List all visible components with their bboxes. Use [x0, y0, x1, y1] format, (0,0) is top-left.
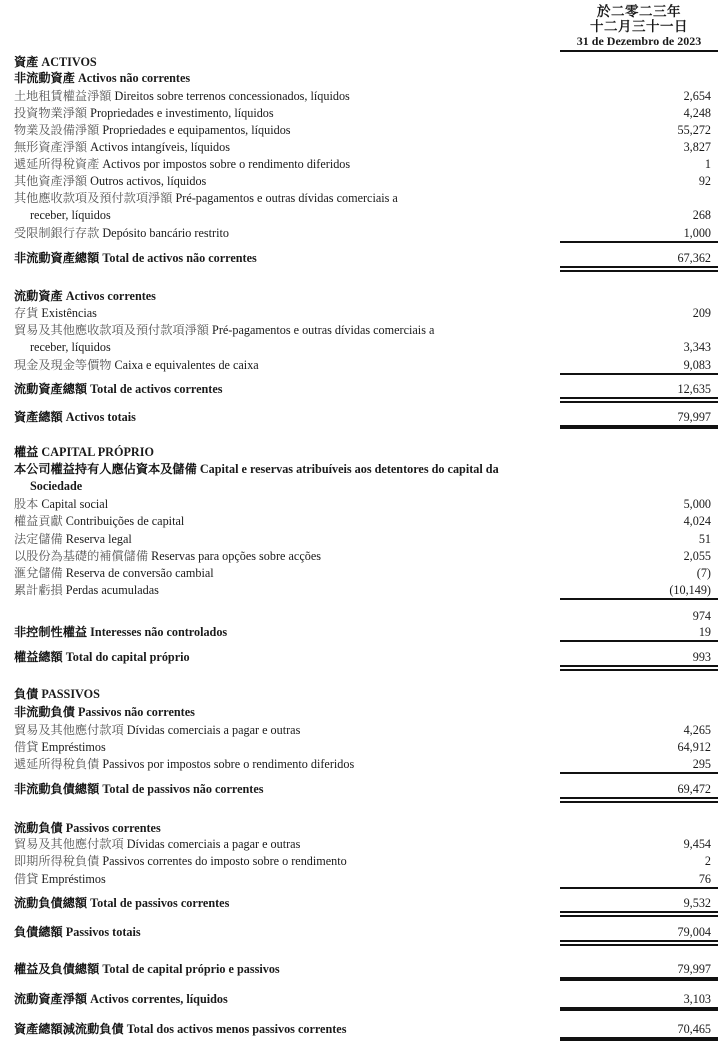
- row-label: [14, 305, 97, 322]
- label-pt: Total de passivos correntes: [90, 896, 230, 910]
- row-label: [14, 548, 321, 565]
- label-zh: 物業及設備淨額: [14, 123, 100, 137]
- row-label: [14, 190, 398, 207]
- line-item-row: [14, 225, 718, 242]
- label-pt: Total de activos correntes: [90, 382, 223, 396]
- row-label: [14, 836, 300, 853]
- row-label: [14, 122, 291, 139]
- label-zh: 股本: [14, 497, 39, 511]
- row-label: [14, 173, 206, 190]
- label-zh: 貿易及其他應收款項及預付款項淨額: [14, 323, 209, 337]
- line-item-row: [14, 305, 718, 322]
- row-label: [14, 225, 229, 242]
- single-underline: [560, 373, 718, 375]
- row-value: 974: [692, 609, 711, 623]
- row-value: 19: [698, 625, 711, 639]
- line-item-row: [14, 722, 718, 739]
- label-pt: Dívidas comerciais a pagar e outras: [126, 837, 301, 851]
- label-pt: Activos correntes: [65, 289, 156, 303]
- label-pt: Outros activos, líquidos: [90, 174, 207, 188]
- row-label: [14, 649, 190, 666]
- period-zh-line2: 十二月三十一日: [590, 19, 688, 34]
- label-pt: Capital social: [41, 497, 109, 511]
- row-label: [14, 961, 280, 978]
- label-pt: Total de capital próprio e passivos: [102, 962, 280, 976]
- label-zh: 權益總額: [14, 650, 63, 664]
- section-row: [14, 444, 718, 461]
- label-zh: 受限制銀行存款: [14, 226, 100, 240]
- row-label: [14, 156, 350, 173]
- section-row: [14, 478, 718, 495]
- label-zh: 其他資產淨額: [14, 174, 88, 188]
- line-item-row: [14, 513, 718, 530]
- row-label: [14, 871, 106, 888]
- label-zh: 投資物業淨額: [14, 106, 88, 120]
- label-zh: 以股份為基礎的補償儲備: [14, 549, 149, 563]
- row-value: 2: [704, 854, 711, 868]
- row-label: [14, 54, 97, 71]
- row-value: 79,997: [677, 410, 711, 424]
- row-label: [14, 381, 223, 398]
- row-label: [14, 531, 132, 548]
- row-label: [14, 322, 434, 339]
- label-zh: 非流動負債總額: [14, 782, 100, 796]
- line-item-row: [14, 173, 718, 190]
- line-item-row: [14, 156, 718, 173]
- section-row: [14, 895, 718, 912]
- section-row: [14, 409, 718, 426]
- row-value: 4,248: [683, 106, 711, 120]
- row-value: 3,343: [683, 340, 711, 354]
- row-label: [14, 88, 350, 105]
- section-row: [14, 624, 718, 641]
- line-item-row: [14, 322, 718, 339]
- single-underline: [560, 772, 718, 774]
- label-zh: 流動資產總額: [14, 382, 88, 396]
- label-zh: 法定儲備: [14, 532, 63, 546]
- row-value: 209: [692, 306, 711, 320]
- double-underline: [560, 797, 718, 803]
- row-value: 79,004: [677, 925, 711, 939]
- thick-underline: [560, 977, 718, 981]
- label-zh: 其他應收款項及預付款項淨額: [14, 191, 173, 205]
- label-pt: Activos não correntes: [77, 71, 191, 85]
- label-pt: receber, líquidos: [30, 208, 111, 222]
- label-pt: Activos intangíveis, líquidos: [90, 140, 230, 154]
- label-pt: Activos correntes, líquidos: [90, 992, 228, 1006]
- label-zh: 流動負債: [14, 821, 63, 835]
- label-zh: 貿易及其他應付款項: [14, 723, 124, 737]
- label-pt: Perdas acumuladas: [65, 583, 159, 597]
- row-label: [14, 513, 184, 530]
- label-zh: 負債: [14, 687, 39, 701]
- label-pt: Existências: [41, 306, 97, 320]
- line-item-row: [14, 88, 718, 105]
- row-value: 2,654: [683, 89, 711, 103]
- row-value: 4,265: [683, 723, 711, 737]
- label-pt: Interesses não controlados: [90, 625, 228, 639]
- section-row: [14, 686, 718, 703]
- row-value: 993: [692, 650, 711, 664]
- single-underline: [560, 598, 718, 600]
- row-label: [14, 288, 156, 305]
- section-row: [14, 288, 718, 305]
- label-pt: PASSIVOS: [41, 687, 100, 701]
- row-value: (10,149): [669, 583, 711, 597]
- label-zh: 資產: [14, 55, 39, 69]
- label-pt: Dívidas comerciais a pagar e outras: [126, 723, 301, 737]
- row-label: [14, 924, 141, 941]
- label-pt: Total de passivos não correntes: [102, 782, 264, 796]
- label-pt: Passivos correntes do imposto sobre o rendimento: [102, 854, 347, 868]
- double-underline: [560, 911, 718, 917]
- line-item-row: [14, 207, 718, 224]
- label-zh: 權益貢獻: [14, 514, 63, 528]
- row-label: [14, 409, 136, 426]
- row-label: [14, 853, 347, 870]
- line-item-row: [14, 739, 718, 756]
- row-value: 268: [692, 208, 711, 222]
- row-value: 295: [692, 757, 711, 771]
- row-label: [14, 444, 154, 461]
- label-zh: 土地租賃權益淨額: [14, 89, 112, 103]
- section-row: [14, 649, 718, 666]
- label-pt: Activos por impostos sobre o rendimento diferidos: [102, 157, 351, 171]
- label-pt: Direitos sobre terrenos concessionados, líquidos: [114, 89, 350, 103]
- section-row: [14, 781, 718, 798]
- row-label: [14, 686, 100, 703]
- line-item-row: [14, 496, 718, 513]
- row-label: [14, 820, 161, 837]
- section-row: [14, 704, 718, 721]
- row-value: 9,454: [683, 837, 711, 851]
- label-pt: Reserva de conversão cambial: [65, 566, 214, 580]
- label-zh: 負債總額: [14, 925, 63, 939]
- section-row: [14, 924, 718, 941]
- line-item-row: [14, 531, 718, 548]
- line-item-row: [14, 548, 718, 565]
- label-zh: 流動資產: [14, 289, 63, 303]
- row-value: 67,362: [677, 251, 711, 265]
- label-zh: 資產總額: [14, 410, 63, 424]
- label-zh: 非流動資產總額: [14, 251, 100, 265]
- period-pt: 31 de Dezembro de 2023: [560, 34, 718, 52]
- label-zh: 本公司權益持有人應佔資本及儲備: [14, 462, 197, 476]
- label-pt: Depósito bancário restrito: [102, 226, 229, 240]
- single-underline: [560, 887, 718, 889]
- row-value: 76: [698, 872, 711, 886]
- single-underline: [560, 241, 718, 243]
- label-pt: Total dos activos menos passivos correntes: [126, 1022, 347, 1036]
- label-zh: 流動資產淨額: [14, 992, 88, 1006]
- double-underline: [560, 665, 718, 671]
- row-value: 64,912: [677, 740, 711, 754]
- label-pt: Passivos correntes: [65, 821, 161, 835]
- section-row: [14, 820, 718, 837]
- row-value: 3,827: [683, 140, 711, 154]
- label-zh: 非流動負債: [14, 705, 75, 719]
- row-value: 92: [698, 174, 711, 188]
- label-pt: CAPITAL PRÓPRIO: [41, 445, 154, 459]
- label-pt: receber, líquidos: [30, 340, 111, 354]
- thick-underline: [560, 1037, 718, 1041]
- line-item-row: [14, 871, 718, 888]
- row-label: [14, 105, 274, 122]
- label-pt: Passivos totais: [65, 925, 141, 939]
- label-zh: 貿易及其他應付款項: [14, 837, 124, 851]
- row-value: 5,000: [683, 497, 711, 511]
- line-item-row: [14, 836, 718, 853]
- line-item-row: [14, 190, 718, 207]
- label-zh: 流動負債總額: [14, 896, 88, 910]
- row-value: 4,024: [683, 514, 711, 528]
- line-item-row: [14, 608, 718, 625]
- period-zh-line1: 於二零二三年: [597, 4, 681, 19]
- row-value: 9,083: [683, 358, 711, 372]
- label-zh: 存貨: [14, 306, 39, 320]
- row-label: [14, 139, 230, 156]
- label-pt: Caixa e equivalentes de caixa: [114, 358, 259, 372]
- row-label: [14, 357, 259, 374]
- column-header: [560, 4, 718, 52]
- label-pt: Passivos por impostos sobre o rendimento diferidos: [102, 757, 355, 771]
- label-zh: 無形資產淨額: [14, 140, 88, 154]
- label-zh: 非控制性權益: [14, 625, 88, 639]
- label-pt: Total do capital próprio: [65, 650, 190, 664]
- label-zh: 遞延所得稅負債: [14, 757, 100, 771]
- thick-underline: [560, 425, 718, 429]
- row-label: [14, 722, 300, 739]
- section-row: [14, 70, 718, 87]
- row-label: [14, 756, 354, 773]
- row-label: [14, 991, 228, 1008]
- double-underline: [560, 940, 718, 946]
- label-pt: Empréstimos: [41, 740, 106, 754]
- row-value: 1: [704, 157, 711, 171]
- row-value: 9,532: [683, 896, 711, 910]
- line-item-row: [14, 339, 718, 356]
- label-pt: Propriedades e equipamentos, líquidos: [102, 123, 291, 137]
- label-zh: 借貸: [14, 740, 39, 754]
- row-value: 55,272: [677, 123, 711, 137]
- line-item-row: [14, 105, 718, 122]
- label-pt: Sociedade: [30, 479, 83, 493]
- label-zh: 遞延所得稅資產: [14, 157, 100, 171]
- row-value: 1,000: [683, 226, 711, 240]
- row-label: [14, 565, 214, 582]
- line-item-row: [14, 122, 718, 139]
- row-value: 79,997: [677, 962, 711, 976]
- label-pt: Capital e reservas atribuíveis aos detentores do capital da: [199, 462, 499, 476]
- label-pt: Propriedades e investimento, líquidos: [90, 106, 274, 120]
- label-pt: Activos totais: [65, 410, 136, 424]
- row-label: [14, 70, 190, 87]
- row-value: 51: [698, 532, 711, 546]
- row-value: 70,465: [677, 1022, 711, 1036]
- line-item-row: [14, 582, 718, 599]
- line-item-row: [14, 756, 718, 773]
- label-pt: Empréstimos: [41, 872, 106, 886]
- label-zh: 現金及現金等價物: [14, 358, 112, 372]
- label-pt: Pré-pagamentos e outras dívidas comerciais a: [212, 323, 435, 337]
- label-pt: Pré-pagamentos e outras dívidas comerciais a: [175, 191, 398, 205]
- double-underline: [560, 266, 718, 272]
- section-row: [14, 54, 718, 71]
- thick-underline: [560, 1007, 718, 1011]
- row-value: (7): [696, 566, 711, 580]
- row-label: [14, 624, 227, 641]
- label-pt: Passivos não correntes: [77, 705, 195, 719]
- row-label: [14, 582, 159, 599]
- row-label: [14, 250, 257, 267]
- section-row: [14, 250, 718, 267]
- single-underline: [560, 640, 718, 642]
- line-item-row: [14, 139, 718, 156]
- row-value: 69,472: [677, 782, 711, 796]
- row-label: [14, 478, 82, 495]
- label-zh: 權益: [14, 445, 39, 459]
- line-item-row: [14, 853, 718, 870]
- row-value: 2,055: [683, 549, 711, 563]
- label-pt: Total de activos não correntes: [102, 251, 257, 265]
- section-row: [14, 381, 718, 398]
- row-label: [14, 704, 195, 721]
- label-zh: 權益及負債總額: [14, 962, 100, 976]
- label-zh: 非流動資產: [14, 71, 75, 85]
- row-label: [14, 895, 229, 912]
- row-value: 3,103: [683, 992, 711, 1006]
- label-zh: 即期所得稅負債: [14, 854, 100, 868]
- label-zh: 資產總額減流動負債: [14, 1022, 124, 1036]
- section-row: [14, 991, 718, 1008]
- row-label: [14, 461, 499, 478]
- section-row: [14, 961, 718, 978]
- label-zh: 滙兌儲備: [14, 566, 63, 580]
- row-label: [14, 781, 264, 798]
- row-value: 12,635: [677, 382, 711, 396]
- row-label: [14, 739, 106, 756]
- label-pt: Reservas para opções sobre acções: [151, 549, 321, 563]
- section-row: [14, 1021, 718, 1038]
- line-item-row: [14, 565, 718, 582]
- label-zh: 借貸: [14, 872, 39, 886]
- section-row: [14, 461, 718, 478]
- label-pt: Reserva legal: [65, 532, 132, 546]
- row-label: [14, 207, 111, 224]
- label-pt: Contribuições de capital: [65, 514, 185, 528]
- double-underline: [560, 397, 718, 403]
- label-pt: ACTIVOS: [41, 55, 97, 69]
- row-label: [14, 339, 111, 356]
- line-item-row: [14, 357, 718, 374]
- label-zh: 累計虧損: [14, 583, 63, 597]
- row-label: [14, 496, 108, 513]
- row-label: [14, 1021, 346, 1038]
